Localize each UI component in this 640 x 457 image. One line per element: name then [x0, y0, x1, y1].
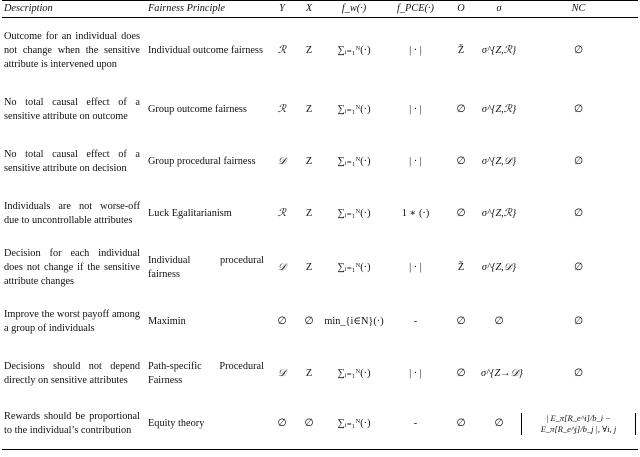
- header-y: Y: [266, 1, 298, 18]
- header-sigma: σ: [479, 1, 519, 18]
- cell-x: Z: [305, 103, 313, 115]
- cell-nc: ∅: [574, 367, 583, 379]
- cell-x: ∅: [304, 315, 314, 327]
- cell-o: ∅: [456, 155, 466, 167]
- cell-description: No total causal effect of a sensitive attribute on outcome: [4, 96, 140, 122]
- cell-o: Ž: [457, 44, 465, 56]
- cell-y: ∅: [277, 315, 287, 327]
- cell-o: ∅: [456, 207, 466, 219]
- header-o: O: [443, 1, 479, 18]
- cell-o: ∅: [456, 315, 466, 327]
- cell-fpce: -: [388, 400, 443, 450]
- table-row: [2, 296, 638, 348]
- cell-fw: ∑ᵢ₌₁ᴺ(·): [337, 207, 371, 219]
- cell-principle: Path-specific Procedural Fairness: [148, 360, 264, 386]
- cell-y: ℛ: [277, 44, 287, 56]
- cell-fw: ∑ᵢ₌₁ᴺ(·): [337, 367, 371, 379]
- cell-description: Decisions should not depend directly on sensitive attributes: [4, 360, 140, 386]
- cell-nc: ∅: [574, 315, 583, 327]
- cell-x: ∅: [298, 400, 320, 450]
- cell-o: Ž: [457, 261, 465, 273]
- table-row: [2, 240, 638, 296]
- cell-principle: Group outcome fairness: [148, 103, 247, 115]
- cell-x: Z: [305, 155, 313, 167]
- cell-nc: ∅: [574, 207, 583, 219]
- cell-principle: Individual procedural fairness: [148, 254, 264, 280]
- cell-nc: ∅: [574, 261, 583, 273]
- cell-nc: [519, 400, 638, 450]
- cell-nc: ∅: [574, 44, 583, 56]
- cell-principle: Luck Egalitarianism: [148, 207, 232, 219]
- cell-fw: ∑ᵢ₌₁ᴺ(·): [320, 400, 388, 450]
- cell-description: Individuals are not worse-off due to uncontrollable attributes: [4, 200, 140, 226]
- cell-sigma: σ^{Z,𝒟}: [481, 261, 517, 273]
- cell-x: Z: [305, 44, 313, 56]
- cell-y: 𝒟: [277, 155, 287, 167]
- header-nc: NC: [519, 1, 638, 18]
- cell-sigma: ∅: [479, 400, 519, 450]
- cell-y: 𝒟: [277, 261, 287, 273]
- cell-description: Improve the worst payoff among a group of individuals: [4, 308, 140, 334]
- cell-fpce: -: [413, 315, 418, 327]
- header-fw: f_w(·): [320, 1, 388, 18]
- cell-nc: ∅: [574, 155, 583, 167]
- cell-fpce: 1 ∗ (·): [401, 207, 430, 219]
- cell-y: 𝒟: [277, 367, 287, 379]
- cell-principle: Equity theory: [142, 400, 266, 450]
- table-row: [2, 188, 638, 240]
- table-row: [2, 348, 638, 400]
- cell-o: ∅: [456, 103, 466, 115]
- cell-y: ℛ: [277, 103, 287, 115]
- fairness-principles-table: [2, 0, 638, 450]
- cell-y: ℛ: [277, 207, 287, 219]
- equity-nc-formula: | E_π[R_e^i]/b_i − E_π[R_e^j]/b_j |, ∀i, j: [521, 413, 636, 435]
- cell-fpce: | · |: [409, 103, 422, 115]
- cell-fw: ∑ᵢ₌₁ᴺ(·): [337, 155, 371, 167]
- cell-fw: ∑ᵢ₌₁ᴺ(·): [337, 261, 371, 273]
- cell-y: ∅: [266, 400, 298, 450]
- cell-principle: Maximin: [148, 315, 186, 327]
- table-row: [2, 400, 638, 450]
- cell-fpce: | · |: [409, 367, 422, 379]
- header-description: Description: [2, 1, 142, 18]
- table-row: [2, 84, 638, 136]
- cell-sigma: ∅: [494, 315, 504, 327]
- header-x: X: [298, 1, 320, 18]
- cell-description: Outcome for an individual does not change when the sensitive attribute is intervened upon: [4, 30, 140, 70]
- cell-o: ∅: [443, 400, 479, 450]
- cell-sigma: σ^{Z,ℛ}: [481, 103, 517, 115]
- cell-fw: ∑ᵢ₌₁ᴺ(·): [337, 103, 371, 115]
- cell-fpce: | · |: [409, 155, 422, 167]
- cell-fw: min_{i∈N}(·): [324, 315, 384, 327]
- cell-fpce: | · |: [409, 261, 422, 273]
- table-row: [2, 18, 638, 84]
- cell-x: Z: [305, 261, 313, 273]
- cell-fpce: | · |: [409, 44, 422, 56]
- cell-sigma: σ^{Z,ℛ}: [481, 44, 517, 56]
- cell-principle: Group procedural fairness: [148, 155, 256, 167]
- cell-sigma: σ^{Z,ℛ}: [481, 207, 517, 219]
- cell-description: Rewards should be proportional to the individual’s contribution: [2, 400, 142, 450]
- header-principle: Fairness Principle: [142, 1, 266, 18]
- cell-sigma: σ^{Z→𝒟}: [481, 367, 523, 379]
- cell-fw: ∑ᵢ₌₁ᴺ(·): [337, 44, 371, 56]
- header-row: [2, 1, 638, 18]
- cell-description: No total causal effect of a sensitive attribute on decision: [4, 148, 140, 174]
- table-row: [2, 136, 638, 188]
- cell-x: Z: [305, 367, 313, 379]
- cell-x: Z: [305, 207, 313, 219]
- cell-nc: ∅: [574, 103, 583, 115]
- cell-principle: Individual outcome fairness: [148, 44, 263, 56]
- cell-sigma: σ^{Z,𝒟}: [481, 155, 517, 167]
- cell-o: ∅: [456, 367, 466, 379]
- cell-description: Decision for each individual does not change if the sensitive attribute changes: [4, 247, 140, 287]
- header-fpce: f_PCE(·): [388, 1, 443, 18]
